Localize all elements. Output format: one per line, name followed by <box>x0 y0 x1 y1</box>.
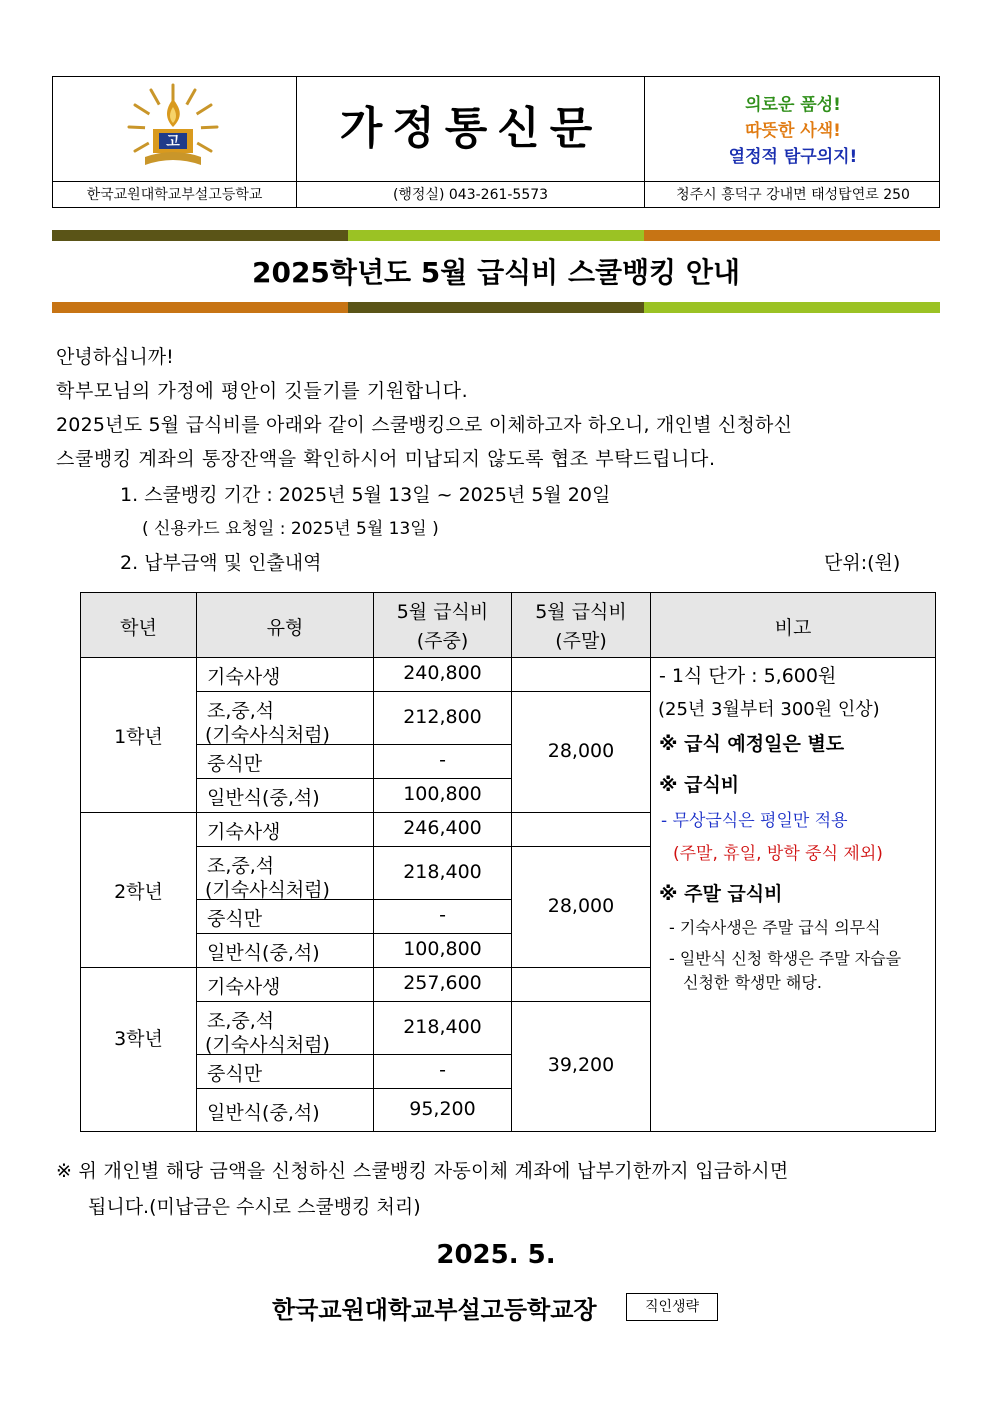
weekday-amount: 218,400 <box>403 1016 482 1038</box>
table-row <box>196 933 374 968</box>
weekday-amount: - <box>439 904 446 926</box>
bottom-bar-olive <box>348 302 644 313</box>
footnote: ※ 위 개인별 해당 금액을 신청하신 스쿨뱅킹 자동이체 계좌에 납부기한까지 입금하시면 <box>56 1160 789 1182</box>
weekday-amount: 246,400 <box>403 817 482 839</box>
grade-label: 3학년 <box>114 1028 163 1050</box>
weekday-amount: 257,600 <box>403 972 482 994</box>
header-cell <box>511 592 651 658</box>
banking-period: 1. 스쿨뱅킹 기간 : 2025년 5월 13일 ~ 2025년 5월 20일 <box>120 484 611 506</box>
grade-label: 1학년 <box>114 726 163 748</box>
empty-cell <box>511 812 651 847</box>
type-sub-label: (기숙사식처럼) <box>205 1034 330 1056</box>
header-type: 유형 <box>266 617 304 639</box>
grade-cell <box>80 967 197 1132</box>
type-sub-label: (기숙사식처럼) <box>205 879 330 901</box>
type-label: 일반식(중,석) <box>207 942 320 964</box>
note-free-meal: - 무상급식은 평일만 적용 <box>661 811 848 831</box>
header-grade: 학년 <box>120 617 157 639</box>
card-request-date: ( 신용카드 요청일 : 2025년 5월 13일 ) <box>142 519 439 539</box>
document-title: 2025학년도 5월 급식비 스쿨뱅킹 안내 <box>251 256 741 289</box>
type-label: 중식만 <box>207 1063 263 1085</box>
svg-text:고: 고 <box>166 134 180 150</box>
type-label: 일반식(중,석) <box>207 787 320 809</box>
amount-cell <box>373 778 512 813</box>
table-row <box>196 744 374 779</box>
table-row <box>196 1001 374 1055</box>
amount-cell <box>373 933 512 968</box>
weekday-amount: 95,200 <box>409 1098 476 1120</box>
school-name: 한국교원대학교부설고등학교 <box>86 187 263 203</box>
seal-omitted-box: 직인생략 <box>626 1293 718 1321</box>
weekday-amount: 240,800 <box>403 662 482 684</box>
grade-label: 2학년 <box>114 881 163 903</box>
type-label: 기숙사생 <box>207 821 281 843</box>
empty-cell <box>511 657 651 692</box>
weekend-amount: 28,000 <box>547 895 615 917</box>
weekend-amount-cell <box>511 846 651 968</box>
amount-cell <box>373 657 512 692</box>
grade-cell <box>80 657 197 813</box>
weekday-amount: - <box>439 749 446 771</box>
amount-cell <box>373 1088 512 1132</box>
weekend-amount-cell <box>511 1001 651 1132</box>
top-bar-olive <box>52 230 348 241</box>
amount-cell <box>373 691 512 745</box>
weekend-amount-cell <box>511 691 651 813</box>
header-weekday: 5월 급식비 <box>396 601 489 623</box>
table-row <box>196 778 374 813</box>
school-emblem-icon <box>123 81 223 177</box>
newsletter-title: 가정통신문 <box>339 103 603 154</box>
intro-line: 학부모님의 가정에 평안이 깃들기를 기원합니다. <box>56 380 469 402</box>
school-address: 청주시 흥덕구 강내면 태성탑연로 250 <box>676 187 910 203</box>
notes-cell <box>650 657 936 1132</box>
newsletter-header <box>52 76 940 208</box>
footnote-cont: 됩니다.(미납금은 수시로 스쿨뱅킹 처리) <box>88 1196 421 1218</box>
top-bar-orange <box>644 230 940 241</box>
bottom-bar-green <box>644 302 940 313</box>
header-weekend-sub: (주말) <box>555 630 607 652</box>
office-phone: (행정실) 043-261-5573 <box>392 187 549 203</box>
principal-name: 한국교원대학교부설고등학교장 <box>272 1295 597 1324</box>
motto-line-1: 의로운 품성! <box>745 95 841 115</box>
table-row <box>196 846 374 900</box>
header-weekday-sub: (주중) <box>416 630 469 652</box>
note-weekend-general: - 일반식 신청 학생은 주말 자습을 <box>669 949 902 968</box>
bottom-bar-orange <box>52 302 348 313</box>
issue-date: 2025. 5. <box>436 1240 556 1270</box>
header-cell <box>650 592 936 658</box>
weekday-amount: 218,400 <box>403 861 482 883</box>
type-label: 기숙사생 <box>207 976 281 998</box>
table-row <box>196 691 374 745</box>
motto-line-3: 열정적 탐구의지! <box>728 147 858 167</box>
amount-cell <box>373 744 512 779</box>
amount-cell <box>373 1054 512 1089</box>
type-sub-label: (기숙사식처럼) <box>205 724 330 746</box>
header-cell <box>196 592 374 658</box>
amount-cell <box>373 967 512 1002</box>
amount-cell <box>373 846 512 900</box>
unit-label: 단위:(원) <box>824 552 901 574</box>
payment-section-title: 2. 납부금액 및 인출내역 <box>120 552 322 574</box>
note-weekend-dorm: - 기숙사생은 주말 급식 의무식 <box>669 918 881 937</box>
note-unit-price: - 1식 단가 : 5,600원 <box>659 665 837 687</box>
amount-cell <box>373 1001 512 1055</box>
type-label: 중식만 <box>207 753 263 775</box>
weekend-amount: 28,000 <box>547 740 615 762</box>
type-label: 일반식(중,석) <box>207 1102 320 1124</box>
amount-cell <box>373 812 512 847</box>
type-label: 기숙사생 <box>207 666 281 688</box>
type-label: 중식만 <box>207 908 263 930</box>
note-free-meal-exclusion: (주말, 휴일, 방학 중식 제외) <box>673 844 883 864</box>
intro-line: 스쿨뱅킹 계좌의 통장잔액을 확인하시어 미납되지 않도록 협조 부탁드립니다. <box>56 448 716 470</box>
amount-cell <box>373 899 512 934</box>
note-weekend-heading: ※ 주말 급식비 <box>659 883 783 905</box>
weekday-amount: 212,800 <box>403 706 482 728</box>
type-label: 조,중,석 <box>207 700 275 722</box>
header-weekend: 5월 급식비 <box>535 601 627 623</box>
note-meal-fee-heading: ※ 급식비 <box>659 774 740 796</box>
header-cell <box>80 592 197 658</box>
weekday-amount: 100,800 <box>403 938 482 960</box>
note-weekend-general-cont: 신청한 학생만 해당. <box>683 973 822 992</box>
type-label: 조,중,석 <box>207 855 275 877</box>
intro-line: 2025년도 5월 급식비를 아래와 같이 스쿨뱅킹으로 이체하고자 하오니, 개인별 신청하신 <box>56 414 793 436</box>
table-row <box>196 657 374 692</box>
table-row <box>196 812 374 847</box>
note-meal-schedule: ※ 급식 예정일은 별도 <box>659 733 845 755</box>
empty-cell <box>511 967 651 1002</box>
header-note: 비고 <box>774 617 812 639</box>
table-row <box>196 1054 374 1089</box>
header-cell <box>373 592 512 658</box>
note-price-increase: (25년 3월부터 300원 인상) <box>658 699 880 720</box>
type-label: 조,중,석 <box>207 1010 275 1032</box>
grade-cell <box>80 812 197 968</box>
table-row <box>196 1088 374 1132</box>
meal-fee-table <box>80 592 936 1132</box>
greeting: 안녕하십니까! <box>56 346 174 368</box>
table-row <box>196 967 374 1002</box>
top-bar-green <box>348 230 644 241</box>
table-row <box>196 899 374 934</box>
weekend-amount: 39,200 <box>547 1054 615 1076</box>
motto-line-2: 따뜻한 사색! <box>745 121 841 141</box>
weekday-amount: 100,800 <box>403 783 482 805</box>
weekday-amount: - <box>439 1059 446 1081</box>
